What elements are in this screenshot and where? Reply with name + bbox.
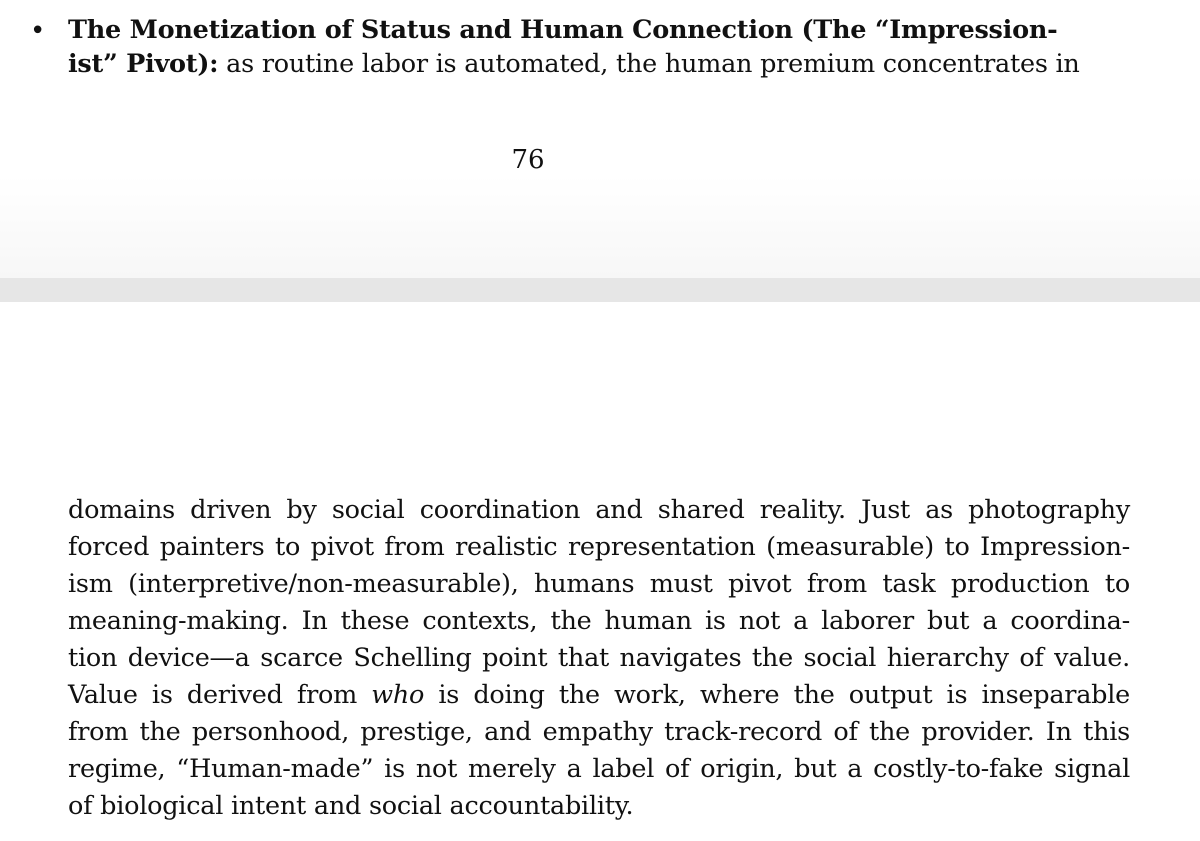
bullet-heading-text: as routine labor is automated, the human premium concentrates in: [218, 49, 1080, 79]
bullet-heading-line-1: The Monetization of Status and Human Connection (The “Impression-: [68, 15, 1058, 45]
body-line-8: regime, “Human-made” is not merely a label of origin, but a costly-to-fake signal: [68, 754, 1130, 784]
body-line-5: tion device—a scarce Schelling point that navigates the social hierarchy of value.: [68, 643, 1130, 673]
page-number: 76: [511, 145, 545, 175]
page-upper: [0, 0, 1200, 278]
body-line-4: meaning-making. In these contexts, the human is not a laborer but a coordina-: [68, 606, 1130, 636]
bullet-heading-line-2: [68, 46, 1080, 83]
bullet-point: •: [30, 16, 46, 46]
body-line-6: [68, 677, 1130, 714]
body-line-1: domains driven by social coordination and shared reality. Just as photography: [68, 495, 1130, 525]
bullet-heading-bold: ist” Pivot):: [68, 49, 219, 79]
body-line-6-end: is doing the work, where the output is inseparable: [424, 680, 1130, 710]
body-line-7: from the personhood, prestige, and empathy track-record of the provider. In this: [68, 717, 1130, 747]
page-separator: [0, 278, 1200, 302]
body-line-9: of biological intent and social accountability.: [68, 791, 634, 821]
body-line-2: forced painters to pivot from realistic representation (measurable) to Impression-: [68, 532, 1130, 562]
body-line-6-start: Value is derived from: [68, 680, 372, 710]
body-line-3: ism (interpretive/non-measurable), humans must pivot from task production to: [68, 569, 1130, 599]
body-line-6-emphasis: who: [371, 680, 425, 710]
page-lower: [0, 302, 1200, 841]
